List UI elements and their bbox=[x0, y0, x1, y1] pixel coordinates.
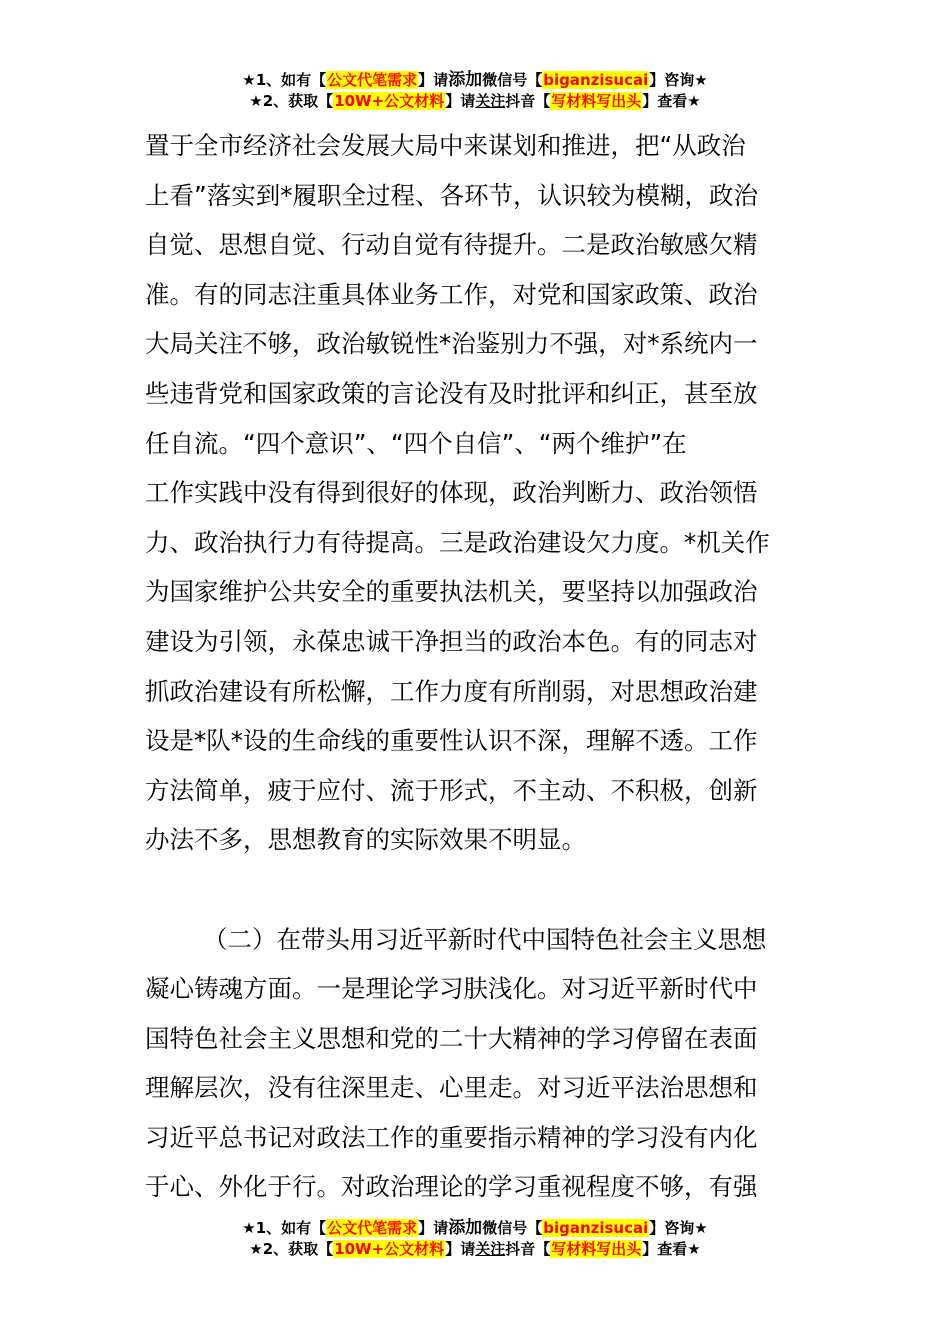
banner-line-2 bbox=[0, 1239, 950, 1260]
text-line: 国特色社会主义思想和党的二十大精神的学习停留在表面 bbox=[145, 1023, 758, 1053]
banner-text: 】请 bbox=[418, 1219, 449, 1237]
text-line: 理解层次，没有往深里走、心里走。对习近平法治思想和 bbox=[145, 1073, 758, 1103]
banner-text: 】请 bbox=[445, 1240, 476, 1258]
banner-text: 】查看★ bbox=[642, 1240, 701, 1258]
text-line: 抓政治建设有所松懈，工作力度有所削弱，对思想政治建 bbox=[145, 676, 758, 706]
text-line: 方法简单，疲于应付、流于形式，不主动、不积极，创新 bbox=[145, 775, 758, 805]
banner-highlight: 10W+公文材料 bbox=[334, 1240, 445, 1258]
wechat-id-highlight: biganzisucai bbox=[543, 1219, 649, 1237]
banner-text: 微信号【 bbox=[482, 1219, 543, 1237]
text-line: 为国家维护公共安全的重要执法机关，要坚持以加强政治 bbox=[145, 577, 758, 607]
text-line: 办法不多，思想教育的实际效果不明显。 bbox=[145, 825, 586, 855]
text-line: 大局关注不够，政治敏锐性*治鉴别力不强，对*系统内一 bbox=[145, 329, 758, 359]
text-line: 上看”落实到*履职全过程、各环节，认识较为模糊，政治 bbox=[145, 180, 758, 210]
text-line: 于心、外化于行。对政治理论的学习重视程度不够，有强 bbox=[145, 1172, 758, 1202]
banner-text: ★1、如有【 bbox=[242, 1219, 327, 1237]
banner-line-1 bbox=[0, 70, 950, 91]
douyin-id-highlight: 写材料写出头 bbox=[551, 92, 642, 110]
text-line: 习近平总书记对政法工作的重要指示精神的学习没有内化 bbox=[145, 1122, 758, 1152]
text-line: 任自流。“四个意识”、“四个自信”、“两个维护”在 bbox=[145, 428, 687, 458]
text-line: 力、政治执行力有待提高。三是政治建设欠力度。*机关作 bbox=[145, 527, 770, 557]
banner-text: 添加 bbox=[448, 70, 483, 90]
bottom-banner bbox=[0, 1218, 950, 1260]
banner-text: 关注 bbox=[475, 92, 506, 110]
banner-text: 】请 bbox=[445, 92, 476, 110]
paragraph-gap bbox=[145, 865, 811, 915]
banner-text: 添加 bbox=[448, 1218, 483, 1238]
text-line: 置于全市经济社会发展大局中来谋划和推进，把“从政治 bbox=[145, 131, 746, 160]
banner-text: ★2、获取【 bbox=[249, 92, 334, 110]
banner-highlight: 公文代笔需求 bbox=[327, 71, 418, 89]
text-line: （二）在带头用习近平新时代中国特色社会主义思想 bbox=[203, 924, 767, 954]
banner-text: 】查看★ bbox=[642, 92, 701, 110]
banner-highlight: 10W+公文材料 bbox=[334, 92, 445, 110]
banner-text: 微信号【 bbox=[482, 71, 543, 89]
text-line: 准。有的同志注重具体业务工作，对党和国家政策、政治 bbox=[145, 279, 758, 309]
banner-text: 抖音【 bbox=[505, 92, 551, 110]
banner-text: 】请 bbox=[418, 71, 449, 89]
banner-text: ★2、获取【 bbox=[249, 1240, 334, 1258]
banner-text: 关注 bbox=[475, 1240, 506, 1258]
text-line: 设是*队*设的生命线的重要性认识不深，理解不透。工作 bbox=[145, 726, 758, 756]
text-line: 自觉、思想自觉、行动自觉有待提升。二是政治敏感欠精 bbox=[145, 230, 758, 260]
banner-text: 】咨询★ bbox=[649, 1219, 708, 1237]
top-banner bbox=[0, 70, 950, 112]
text-line: 建设为引领，永葆忠诚干净担当的政治本色。有的同志对 bbox=[145, 626, 758, 656]
text-line: 工作实践中没有得到很好的体现，政治判断力、政治领悟 bbox=[145, 478, 758, 508]
paragraph-2 bbox=[145, 915, 811, 1213]
banner-line-2 bbox=[0, 91, 950, 112]
text-line: 凝心铸魂方面。一是理论学习肤浅化。对习近平新时代中 bbox=[145, 974, 758, 1004]
douyin-id-highlight: 写材料写出头 bbox=[551, 1240, 642, 1258]
wechat-id-highlight: biganzisucai bbox=[543, 71, 649, 89]
document-body bbox=[145, 121, 811, 1212]
banner-highlight: 公文代笔需求 bbox=[327, 1219, 418, 1237]
banner-text: 】咨询★ bbox=[649, 71, 708, 89]
banner-text: ★1、如有【 bbox=[242, 71, 327, 89]
banner-text: 抖音【 bbox=[505, 1240, 551, 1258]
paragraph-1 bbox=[145, 121, 811, 865]
text-line: 些违背党和国家政策的言论没有及时批评和纠正，甚至放 bbox=[145, 378, 758, 408]
banner-line-1 bbox=[0, 1218, 950, 1239]
